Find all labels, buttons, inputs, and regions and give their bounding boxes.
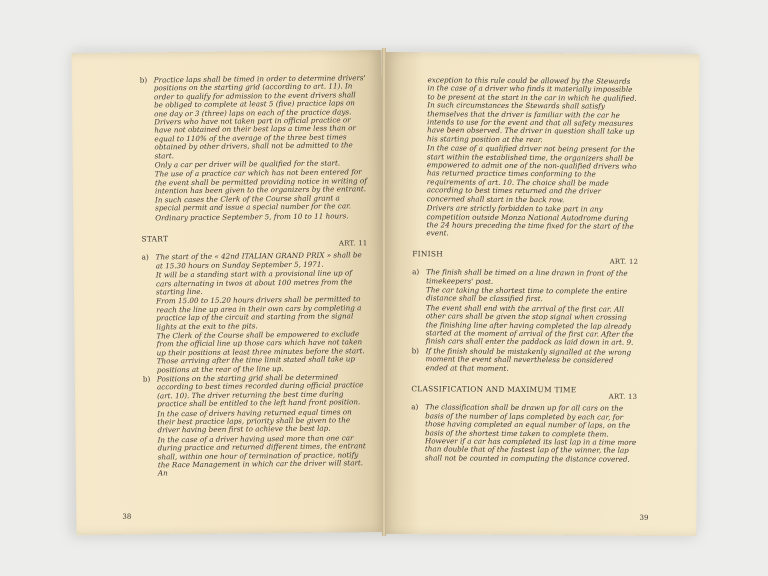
paragraph: If the finish should be mistakenly signalled at the wrong moment the event shall nevertheless be considered ended at that moment. xyxy=(425,346,632,373)
paragraph: Drivers are strictly forbidden to take part in any competition outside Monza National Autodrome during the 24 hours preceding the time fixed for the start of the event. xyxy=(426,203,634,238)
section-heading-start xyxy=(141,233,367,250)
page-number: 39 xyxy=(639,513,649,522)
clause-b-practice xyxy=(140,74,368,223)
paragraph: The use of a practice car which has not been entered for the event shall be permitted providing notice in writing of intention has been given to the organizers by the entrant. In such cases the Clerk of the Course shall grant a special permit and issue a special number for the car. xyxy=(154,167,367,213)
clause-label: a) xyxy=(412,267,420,277)
paragraph: It will be a standing start with a provisional line up of cars alternating in twos at about 100 metres from the starting line. xyxy=(155,268,353,297)
paragraph: Ordinary practice September 5, from 10 to 11 hours. xyxy=(155,210,349,222)
left-page xyxy=(71,50,386,535)
article-number: ART. 11 xyxy=(338,239,368,248)
paragraph: From 15.00 to 15.20 hours drivers shall be permitted to reach the line up area in their own cars by completing a practice lap of the circuit and starting from the signal lights at the exit to the pits. xyxy=(156,294,362,331)
paragraph: The classification shall be drawn up for all cars on the basis of the number of laps completed by each car, for those having completed an equal number of laps, on the basis of the shortest time taken to complete them. However if a car has completed its last lap in a time more than double that of the fastest lap of the winner, the lap shall not be counted in computing the distance covered. xyxy=(424,402,637,464)
clause-a-classification xyxy=(411,404,637,465)
clause-a-start xyxy=(142,251,369,375)
article-number: ART. 13 xyxy=(608,392,638,401)
clause-label: a) xyxy=(411,402,419,412)
paragraph: In the case of drivers having returned equal times on their best practice laps, priority shall be given to the driver having been first to achieve the best lap. xyxy=(157,406,352,435)
clause-label: b) xyxy=(411,345,420,356)
paragraph: Positions on the starting grid shall be determined according to best times recorded during official practice (art. 10). The driver returning the best time during practice shall be entitled to the left hand front position. xyxy=(156,372,364,409)
paragraph: exception to this rule could be allowed by the Stewards in the case of a driver who finds it materially impossible to be present at the start in the car in which he qualified. In such circumstances the Stewards shall satisfy themselves that the driver is familiar with the car he intends to use for the event and that all safety measures have been observed. The driver in question shall take up his starting position at the rear. xyxy=(427,75,637,144)
continued-clause xyxy=(412,76,639,239)
paragraph: The finish shall be timed on a line drawn in front of the timekeepers' post. xyxy=(426,267,628,286)
book-gutter xyxy=(382,48,386,536)
paragraph: The start of the « 42nd ITALIAN GRAND PRIX » shall be at 15.30 hours on Sunday September 5, 1971. xyxy=(155,250,362,271)
section-heading-finish xyxy=(412,250,638,266)
paragraph: The car taking the shortest time to complete the entire distance shall be classified first. xyxy=(425,285,628,304)
right-text-column xyxy=(411,76,640,465)
heading-title: FINISH xyxy=(412,248,444,259)
clause-label: a) xyxy=(141,252,149,262)
clause-b-finish xyxy=(411,347,637,375)
paragraph: Practice laps shall be timed in order to determine drivers' positions on the starting grid (according to art. 11). In order to qualify for admission to the event drivers shall be obliged to complete at least 5 (five) practice laps on one day or 3 (three) laps on each of the practice days. Drivers who have not taken part in official practice or have not obtained on their best laps a time less than or equal to 110% of the average of the three best times obtained by other drivers, shall not be admitted to the start. xyxy=(153,73,366,161)
clause-label: b) xyxy=(142,374,151,384)
page-number: 38 xyxy=(122,512,132,521)
paragraph: The event shall end with the arrival of the first car. All other cars shall be given the stop signal when crossing the finishing line after having completed the lap already started at the moment of arrival of the first car. After the finish cars shall enter the paddock as laid down in art. 9. xyxy=(425,303,634,348)
paragraph: Only a car per driver will be qualified for the start. xyxy=(154,158,341,170)
heading-title: CLASSIFICATION AND MAXIMUM TIME xyxy=(411,384,577,395)
left-text-column xyxy=(140,74,370,479)
paragraph: In the case of a driver having used more than one car during practice and returned different times, the entrant shall, within one hour of termination of practice, notify the Race Management in which car the driver will start. An xyxy=(157,433,366,478)
right-page xyxy=(382,52,699,536)
section-heading-classification xyxy=(411,385,637,401)
clause-b-grid xyxy=(143,373,370,479)
paragraph: The Clerk of the Course shall be empowered to exclude from the official line up those cars which have not taken up their positions at least three minutes before the start. Those arriving after the time limit stated shall take up positions at the rear of the line up. xyxy=(156,329,365,374)
clause-a-finish xyxy=(412,268,639,348)
clause-label: b) xyxy=(139,75,148,85)
article-number: ART. 12 xyxy=(609,257,639,266)
heading-title: START xyxy=(141,234,169,244)
paragraph: In the case of a qualified driver not being present for the start within the established time, the organizers shall be empowered to admit one of the non-qualified drivers who has returned practice times conforming to the requirements of art. 10. The choice shall be made according to best times returned and the driver concerned shall start in the back row. xyxy=(426,143,637,204)
